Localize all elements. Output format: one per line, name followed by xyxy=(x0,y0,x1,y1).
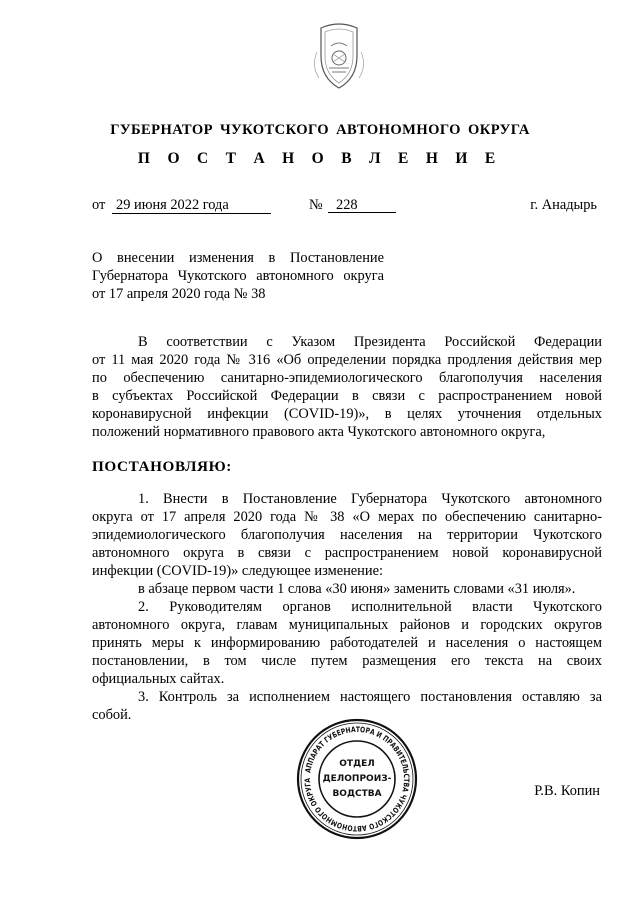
issuing-authority: ГУБЕРНАТОР ЧУКОТСКОГО АВТОНОМНОГО ОКРУГА xyxy=(110,122,530,138)
item-line: принять меры к информированию работодателей и населения о настоящем xyxy=(92,635,602,651)
item-line: автономного округа, главам муниципальных районов и городских округов xyxy=(92,617,602,633)
subject-line: Губернатора Чукотского автономного округа xyxy=(92,268,384,284)
stamp-line-2: ДЕЛОПРОИЗ- xyxy=(322,774,392,784)
preamble-paragraph xyxy=(92,333,602,441)
item-line: собой. xyxy=(92,707,132,723)
stamp-line-3: ВОДСТВА xyxy=(332,789,382,799)
item-line: постановлении, в том числе путем размещения его текста на своих xyxy=(92,653,602,669)
chukotka-coat-of-arms-icon xyxy=(301,16,377,110)
item-line: инфекции (COVID-19)» следующее изменение: xyxy=(92,563,383,579)
item-line: 3. Контроль за исполнением настоящего постановления оставляю за xyxy=(138,689,602,705)
preamble-line: положений нормативного правового акта Чукотского автономного округа, xyxy=(92,424,546,440)
resolve-heading: ПОСТАНОВЛЯЮ: xyxy=(92,458,232,475)
document-number: 228 xyxy=(328,197,396,213)
preamble-line: В соответствии с Указом Президента Российской Федерации xyxy=(138,334,602,350)
document-date: 29 июня 2022 года xyxy=(112,197,271,214)
number-prefix: № xyxy=(309,197,323,213)
item-line: округа от 17 апреля 2020 года № 38 «О мерах по обеспечению санитарно- xyxy=(92,509,602,525)
preamble-line: коронавирусной инфекции (COVID-19)», в целях уточнения отдельных xyxy=(92,406,602,422)
item-line: официальных сайтах. xyxy=(92,671,225,687)
stamp-line-1: ОТДЕЛ xyxy=(339,759,375,769)
signatory-name: Р.В. Копин xyxy=(534,783,600,799)
subject-line: от 17 апреля 2020 года № 38 xyxy=(92,286,266,302)
item-line: эпидемиологического благополучия населения на территории Чукотского xyxy=(92,527,602,543)
subject-line: О внесении изменения в Постановление xyxy=(92,250,384,266)
preamble-line: по обеспечению санитарно-эпидемиологического благополучия населения xyxy=(92,370,602,386)
item-line: автономного округа в связи с распространением новой коронавирусной xyxy=(92,545,602,561)
item-line: 2. Руководителям органов исполнительной власти Чукотского xyxy=(138,599,602,615)
document-subject xyxy=(92,249,384,303)
document-city: г. Анадырь xyxy=(530,197,597,213)
document-type-title: П О С Т А Н О В Л Е Н И Е xyxy=(137,150,503,167)
preamble-line: в субъектах Российской Федерации в связи с распространением новой xyxy=(92,388,602,404)
stamp-ring-text-path: АППАРАТ ГУБЕРНАТОРА И ПРАВИТЕЛЬСТВА ЧУКОТСКОГО АВТОНОМНОГО ОКРУГА xyxy=(302,724,412,834)
item-line: 1. Внести в Постановление Губернатора Чукотского автономного xyxy=(138,491,602,507)
official-stamp xyxy=(296,718,418,840)
item-line: в абзаце первом части 1 слова «30 июня» заменить словами «31 июля». xyxy=(138,581,576,597)
preamble-line: от 11 мая 2020 года № 316 «Об определении порядка продления действия мер xyxy=(92,352,602,368)
decree-items xyxy=(92,490,602,724)
date-prefix: от xyxy=(92,197,106,213)
